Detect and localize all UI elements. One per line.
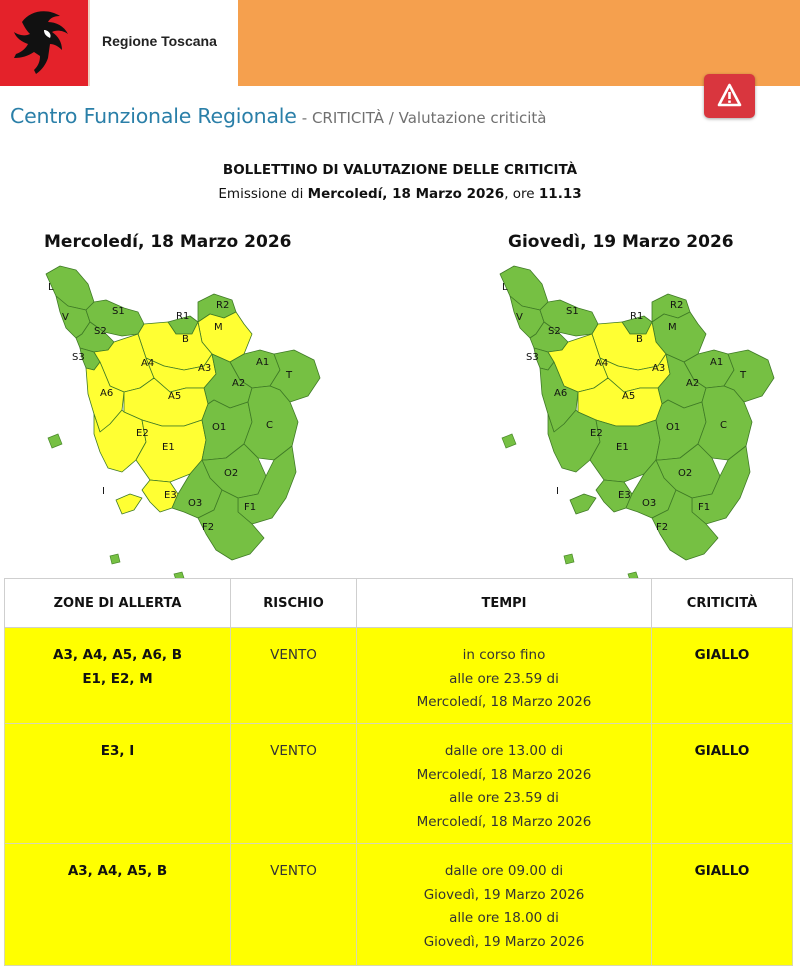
col-header-times: TEMPI bbox=[357, 579, 652, 628]
zones-cell: A3, A4, A5, A6, B E1, E2, M bbox=[5, 628, 231, 724]
table-row bbox=[5, 628, 793, 724]
map-date-day1: Mercoledí, 18 Marzo 2026 bbox=[44, 232, 292, 252]
region-logo-box[interactable] bbox=[0, 0, 238, 86]
emission-time: 11.13 bbox=[538, 186, 582, 202]
alert-button[interactable] bbox=[704, 74, 755, 118]
col-header-level: CRITICITÀ bbox=[652, 579, 793, 628]
criticality-table bbox=[4, 578, 793, 966]
zones-cell: A3, A4, A5, B bbox=[5, 844, 231, 966]
zone-label-s3: S3 bbox=[72, 352, 85, 363]
level-cell: GIALLO bbox=[652, 844, 793, 966]
emission-mid: , ore bbox=[504, 186, 535, 202]
risk-cell: VENTO bbox=[231, 628, 357, 724]
region-logo bbox=[0, 0, 88, 86]
zone-label-a6: A6 bbox=[554, 388, 568, 399]
zone-label-a3: A3 bbox=[652, 363, 666, 374]
zone-label-s1: S1 bbox=[112, 306, 125, 317]
map-date-day2: Giovedì, 19 Marzo 2026 bbox=[508, 232, 734, 252]
zone-i[interactable] bbox=[116, 494, 142, 514]
zone-label-a2: A2 bbox=[232, 378, 246, 389]
logo-separator bbox=[88, 0, 90, 86]
breadcrumb: - CRITICITÀ / Valutazione criticità bbox=[301, 109, 547, 127]
pegasus-icon bbox=[0, 0, 88, 86]
times-cell: dalle ore 09.00 di Giovedì, 19 Marzo 2026 alle ore 18.00 di Giovedì, 19 Marzo 2026 bbox=[357, 844, 652, 966]
zone-label-m: M bbox=[668, 322, 677, 333]
zone-label-v: V bbox=[516, 312, 523, 323]
zone-label-f2: F2 bbox=[202, 522, 215, 533]
zone-label-a6: A6 bbox=[100, 388, 114, 399]
zone-label-f1: F1 bbox=[244, 502, 257, 513]
zone-label-f2: F2 bbox=[656, 522, 669, 533]
level-cell: GIALLO bbox=[652, 628, 793, 724]
level-cell: GIALLO bbox=[652, 724, 793, 844]
zone-label-o1: O1 bbox=[212, 422, 227, 433]
zone-label-b: B bbox=[636, 334, 643, 345]
zone-label-a5: A5 bbox=[168, 391, 182, 402]
zone-label-c: C bbox=[266, 420, 273, 431]
warning-triangle-icon bbox=[704, 74, 755, 118]
zone-label-a5: A5 bbox=[622, 391, 636, 402]
zone-label-s1: S1 bbox=[566, 306, 579, 317]
island-shape bbox=[110, 554, 120, 564]
zone-label-l: L bbox=[48, 282, 54, 293]
zone-label-i: I bbox=[556, 486, 559, 497]
zone-label-v: V bbox=[62, 312, 69, 323]
island-shape bbox=[502, 434, 516, 448]
zone-label-i: I bbox=[102, 486, 105, 497]
zone-label-o2: O2 bbox=[224, 468, 239, 479]
zone-label-r2: R2 bbox=[216, 300, 230, 311]
zone-label-a1: A1 bbox=[710, 357, 724, 368]
zone-label-e2: E2 bbox=[136, 428, 149, 439]
zones-cell: E3, I bbox=[5, 724, 231, 844]
zone-label-t: T bbox=[740, 370, 747, 381]
col-header-risk: RISCHIO bbox=[231, 579, 357, 628]
times-cell: dalle ore 13.00 di Mercoledí, 18 Marzo 2026 alle ore 23.59 di Mercoledí, 18 Marzo 2026 bbox=[357, 724, 652, 844]
zone-label-a4: A4 bbox=[595, 358, 609, 369]
bulletin-emission bbox=[0, 186, 800, 202]
zone-label-e3: E3 bbox=[164, 490, 177, 501]
zone-label-e1: E1 bbox=[162, 442, 175, 453]
zone-label-s2: S2 bbox=[548, 326, 561, 337]
zone-label-o3: O3 bbox=[642, 498, 657, 509]
zone-label-e2: E2 bbox=[590, 428, 603, 439]
bulletin-title: BOLLETTINO DI VALUTAZIONE DELLE CRITICITÀ bbox=[222, 162, 578, 178]
zone-label-l: L bbox=[502, 282, 508, 293]
zone-label-a1: A1 bbox=[256, 357, 270, 368]
zone-label-e1: E1 bbox=[616, 442, 629, 453]
zone-label-f1: F1 bbox=[698, 502, 711, 513]
zone-i[interactable] bbox=[570, 494, 596, 514]
island-shape bbox=[48, 434, 62, 448]
alert-map-day2[interactable] bbox=[492, 262, 782, 580]
zone-label-e3: E3 bbox=[618, 490, 631, 501]
zone-label-r1: R1 bbox=[176, 311, 190, 322]
zone-label-r1: R1 bbox=[630, 311, 644, 322]
org-name: Regione Toscana bbox=[102, 33, 217, 49]
col-header-zones: ZONE DI ALLERTA bbox=[5, 579, 231, 628]
site-header bbox=[0, 0, 800, 86]
zone-label-t: T bbox=[286, 370, 293, 381]
zone-label-m: M bbox=[214, 322, 223, 333]
zone-label-r2: R2 bbox=[670, 300, 684, 311]
page-title-main: Centro Funzionale Regionale bbox=[10, 104, 297, 128]
zone-label-s3: S3 bbox=[526, 352, 539, 363]
risk-cell: VENTO bbox=[231, 844, 357, 966]
emission-date: Mercoledí, 18 Marzo 2026 bbox=[307, 186, 505, 202]
zone-label-o1: O1 bbox=[666, 422, 681, 433]
risk-cell: VENTO bbox=[231, 724, 357, 844]
page-title bbox=[10, 104, 547, 128]
emission-prefix: Emissione di bbox=[218, 186, 304, 202]
zone-label-a4: A4 bbox=[141, 358, 155, 369]
times-cell: in corso fino alle ore 23.59 di Mercoledí, 18 Marzo 2026 bbox=[357, 628, 652, 724]
table-row bbox=[5, 724, 793, 844]
zone-label-o2: O2 bbox=[678, 468, 693, 479]
zone-label-a2: A2 bbox=[686, 378, 700, 389]
zone-label-b: B bbox=[182, 334, 189, 345]
table-header-row bbox=[5, 579, 793, 628]
zone-label-o3: O3 bbox=[188, 498, 203, 509]
island-shape bbox=[564, 554, 574, 564]
zone-label-a3: A3 bbox=[198, 363, 212, 374]
zone-label-c: C bbox=[720, 420, 727, 431]
table-row bbox=[5, 844, 793, 966]
alert-map-day1[interactable] bbox=[38, 262, 328, 580]
zone-label-s2: S2 bbox=[94, 326, 107, 337]
